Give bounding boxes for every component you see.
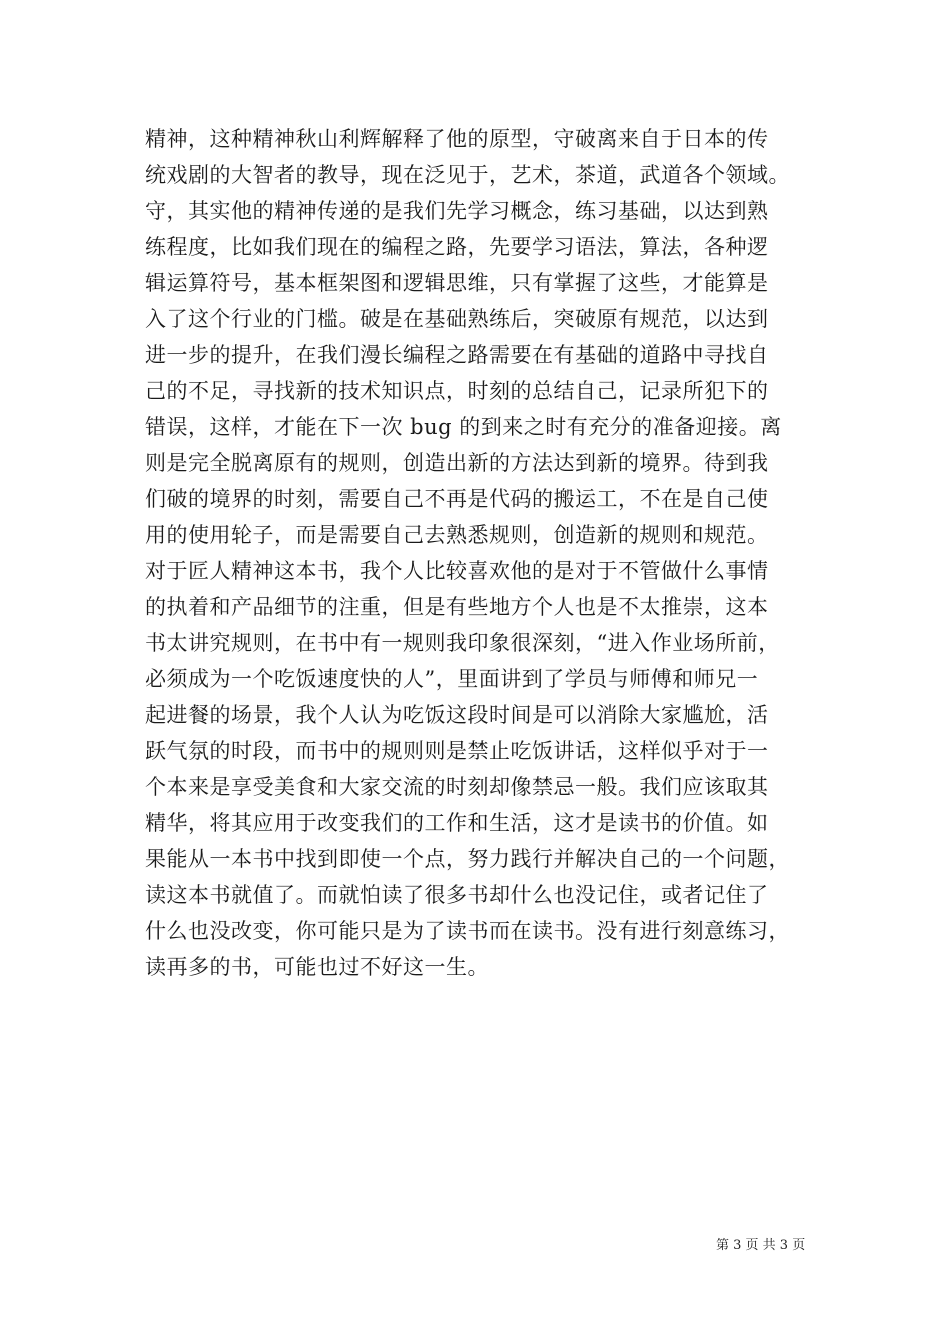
text-line: 必须成为一个吃饭速度快的人”，里面讲到了学员与师傅和师兄一 [145,667,759,691]
text-line: 跃气氛的时段，而书中的规则则是禁止吃饭讲话，这样似乎对于一 [145,739,769,763]
page-number: 第 3 页 共 3 页 [716,1238,806,1253]
body-text [145,121,815,985]
text-line: 错误，这样，才能在下一次 bug 的到来之时有充分的准备迎接。离 [145,415,782,439]
text-line: 起进餐的场景，我个人认为吃饭这段时间是可以消除大家尴尬，活 [145,703,769,727]
text-line: 进一步的提升，在我们漫长编程之路需要在有基础的道路中寻找自 [145,343,769,367]
text-line: 读这本书就值了。而就怕读了很多书却什么也没记住，或者记住了 [145,883,769,907]
text-line: 己的不足，寻找新的技术知识点，时刻的总结自己，记录所犯下的 [145,379,769,403]
text-line: 则是完全脱离原有的规则，创造出新的方法达到新的境界。待到我 [145,451,769,475]
text-line: 书太讲究规则，在书中有一规则我印象很深刻，“进入作业场所前， [145,631,780,655]
text-line: 个本来是享受美食和大家交流的时刻却像禁忌一般。我们应该取其 [145,775,769,799]
text-line: 果能从一本书中找到即使一个点，努力践行并解决自己的一个问题， [145,847,790,871]
text-line: 精神，这种精神秋山利辉解释了他的原型，守破离来自于日本的传 [145,127,769,151]
text-line: 读再多的书，可能也过不好这一生。 [145,955,489,979]
text-line: 精华，将其应用于改变我们的工作和生活，这才是读书的价值。如 [145,811,769,835]
text-line: 的执着和产品细节的注重，但是有些地方个人也是不太推崇，这本 [145,595,769,619]
text-line: 统戏剧的大智者的教导，现在泛见于，艺术，茶道，武道各个领域。 [145,163,790,187]
text-line: 对于匠人精神这本书，我个人比较喜欢他的是对于不管做什么事情 [145,559,769,583]
text-line: 入了这个行业的门槛。破是在基础熟练后，突破原有规范，以达到 [145,307,769,331]
text-line: 用的使用轮子，而是需要自己去熟悉规则，创造新的规则和规范。 [145,523,769,547]
text-line: 练程度，比如我们现在的编程之路，先要学习语法，算法，各种逻 [145,235,769,259]
text-line: 什么也没改变，你可能只是为了读书而在读书。没有进行刻意练习， [145,919,790,943]
text-line: 辑运算符号，基本框架图和逻辑思维，只有掌握了这些，才能算是 [145,271,769,295]
text-line: 守，其实他的精神传递的是我们先学习概念，练习基础，以达到熟 [145,199,769,223]
text-line: 们破的境界的时刻，需要自己不再是代码的搬运工，不在是自己使 [145,487,769,511]
